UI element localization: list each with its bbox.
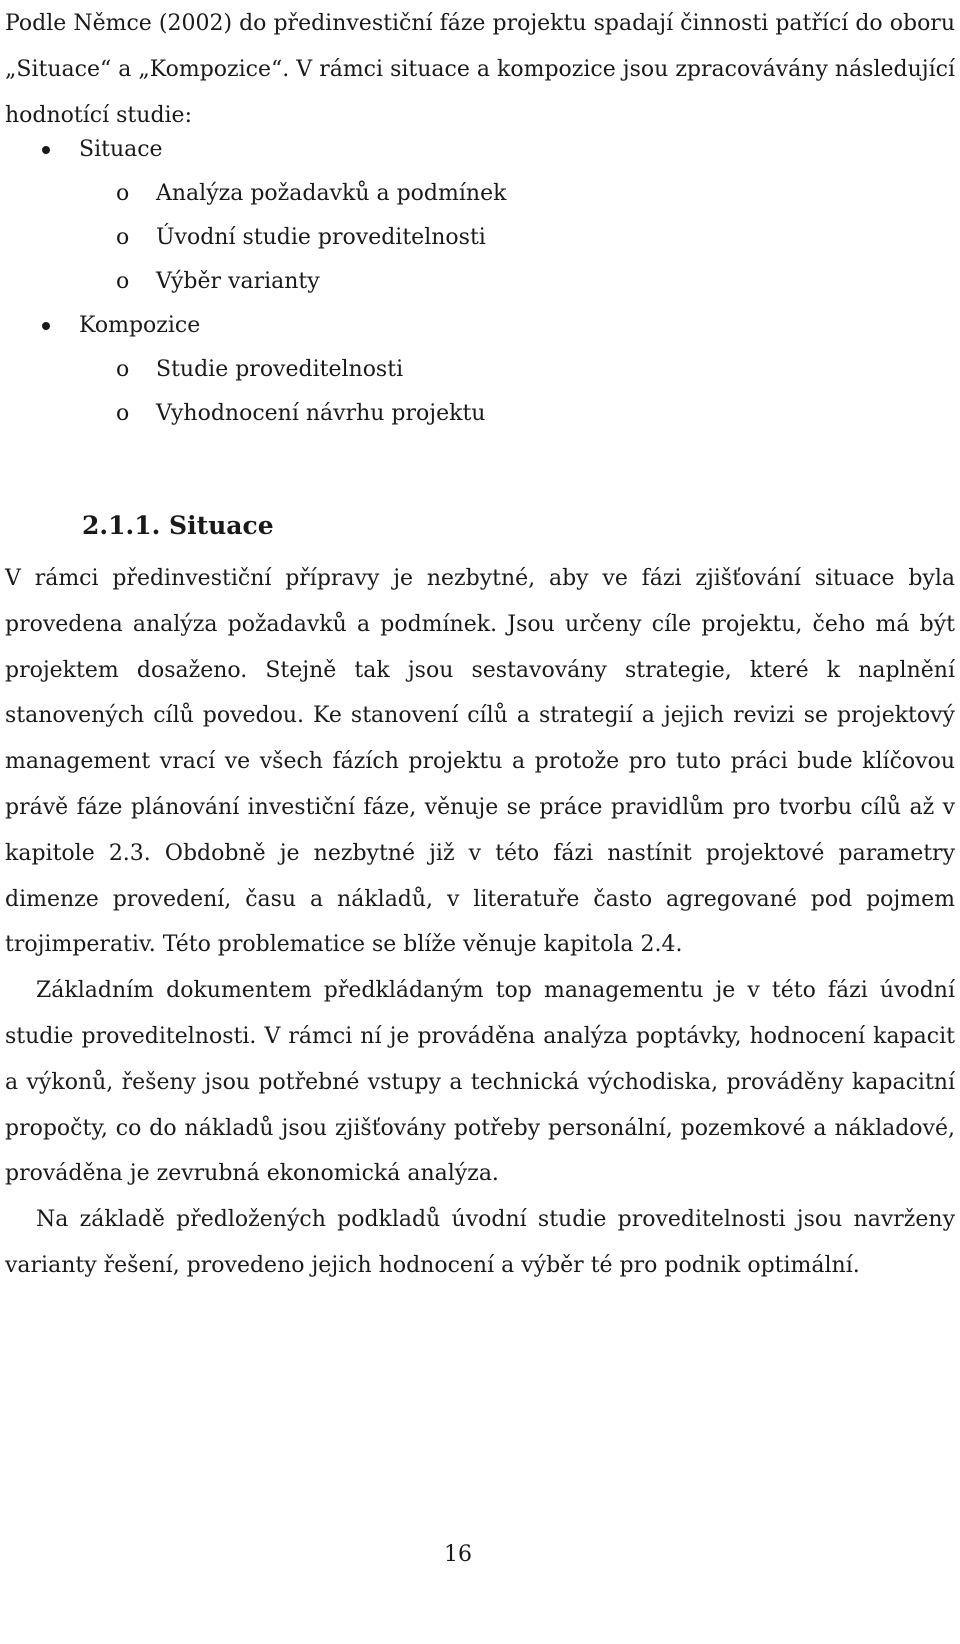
sub-list-item-label: Výběr varianty: [156, 269, 320, 294]
section-body: [5, 556, 955, 1289]
section-heading: [82, 503, 274, 549]
circle-bullet-icon: o: [116, 269, 130, 294]
bullet-icon: [42, 322, 50, 330]
list-item-label: Situace: [79, 137, 163, 162]
sub-list-item: [0, 171, 960, 217]
list-item: [0, 303, 960, 349]
sub-list-item-label: Analýza požadavků a podmínek: [156, 181, 507, 206]
body-paragraph: Základním dokumentem předkládaným top managementu je v této fázi úvodní studie proveditelnosti. V rámci ní je prováděna analýza poptávky, hodnocení kapacit a výkonů, řešeny jsou potřebné vstupy a technická východiska, prováděny kapacitní propočty, co do nákladů jsou zjišťovány potřeby personální, pozemkové a nákladové, prováděna je zevrubná ekonomická analýza.: [5, 978, 955, 1187]
list-item: [0, 127, 960, 173]
list-item-label: Kompozice: [79, 313, 201, 338]
section-title: Situace: [169, 511, 274, 540]
sub-list-item-label: Studie proveditelnosti: [156, 357, 404, 382]
sub-list-item: [0, 391, 960, 437]
circle-bullet-icon: o: [116, 225, 130, 250]
sub-list-item-label: Úvodní studie proveditelnosti: [156, 225, 486, 250]
circle-bullet-icon: o: [116, 357, 130, 382]
section-number: 2.1.1.: [82, 511, 161, 540]
body-paragraph: V rámci předinvestiční přípravy je nezbytné, aby ve fázi zjišťování situace byla provedena analýza požadavků a podmínek. Jsou určeny cíle projektu, čeho má být projektem dosaženo. Stejně tak jsou sestavovány strategie, které k naplnění stanovených cílů povedou. Ke stanovení cílů a strategií a jejich revizi se projektový management vrací ve všech fázích projektu a protože pro tuto práci bude klíčovou právě fáze plánování investiční fáze, věnuje se práce pravidlům pro tvorbu cílů až v kapitole 2.3. Obdobně je nezbytné již v této fázi nastínit projektové parametry dimenze provedení, času a nákladů, v literatuře často agregované pod pojmem trojimperativ. Této problematice se blíže věnuje kapitola 2.4.: [5, 566, 955, 958]
bullet-icon: [42, 146, 50, 154]
intro-paragraph: Podle Němce (2002) do předinvestiční fáze projektu spadají činnosti patřící do oboru „Situace“ a „Kompozice“. V rámci situace a kompozice jsou zpracovávány následující hodnotící studie:: [5, 11, 955, 128]
sub-list-item-label: Vyhodnocení návrhu projektu: [156, 401, 486, 426]
circle-bullet-icon: o: [116, 181, 130, 206]
body-paragraph: Na základě předložených podkladů úvodní studie proveditelnosti jsou navrženy varianty řešení, provedeno jejich hodnocení a výběr té pro podnik optimální.: [5, 1207, 955, 1278]
page-number: 16: [444, 1542, 472, 1567]
sub-list-item: [0, 259, 960, 305]
sub-list-item: [0, 215, 960, 261]
sub-list-item: [0, 347, 960, 393]
circle-bullet-icon: o: [116, 401, 130, 426]
